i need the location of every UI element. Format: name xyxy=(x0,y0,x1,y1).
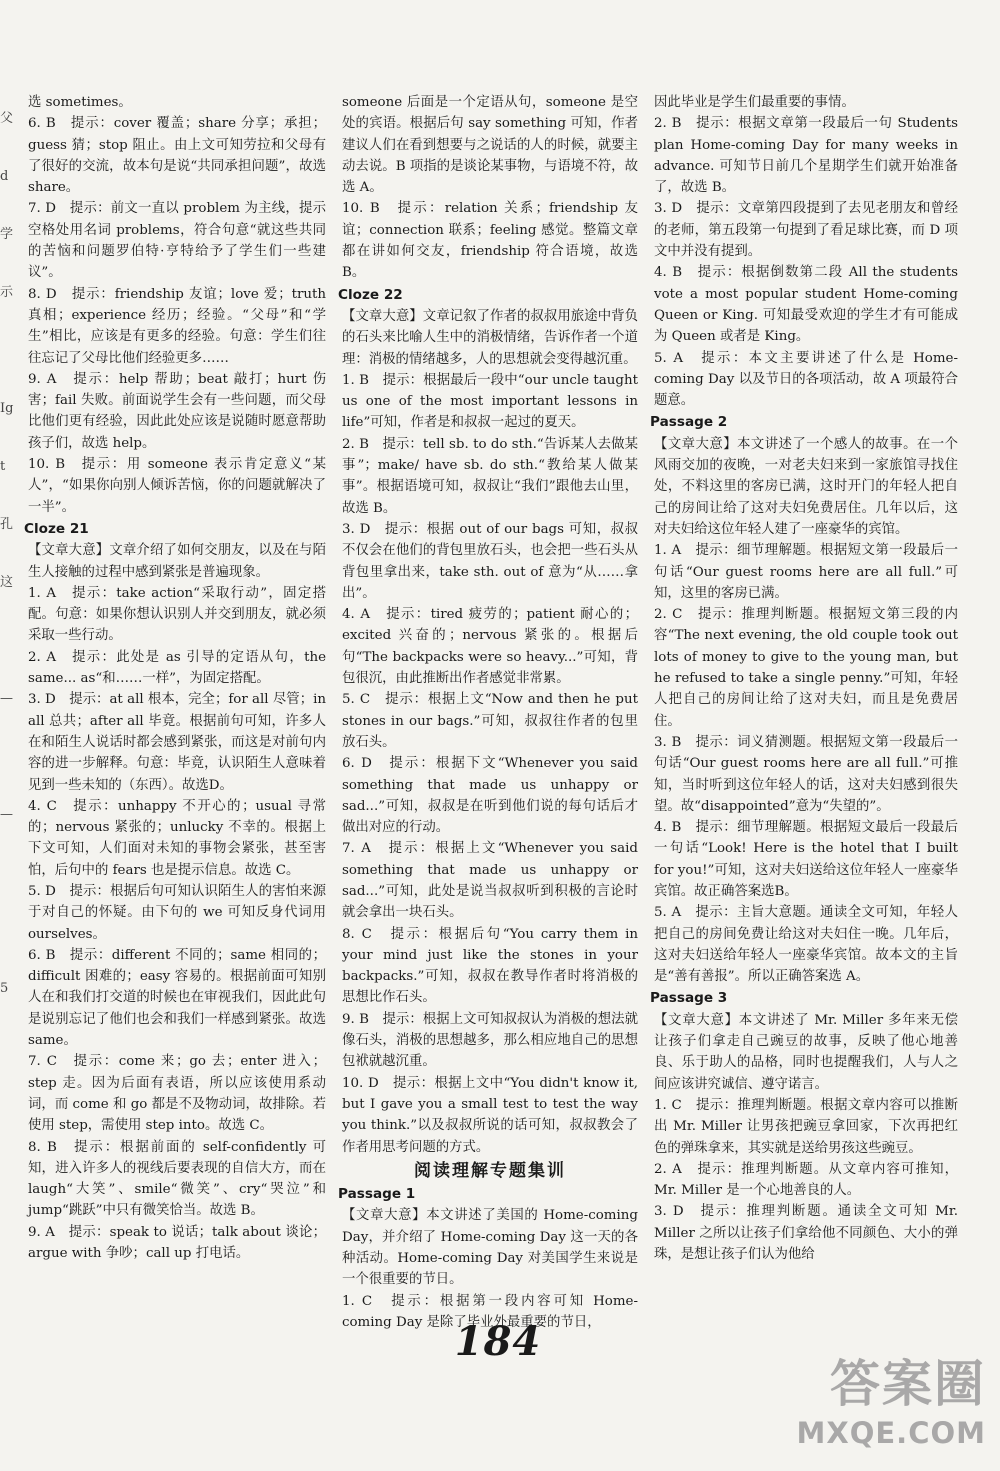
section-heading: Cloze 22 xyxy=(338,286,403,303)
edge-char: 这 xyxy=(0,575,14,590)
section-heading: Passage 3 xyxy=(650,990,728,1007)
answer-paragraph: 3. D 提示：推理判断题。通读全文可知 Mr. Miller 之所以让孩子们拿给他不同颜色、大小的弹珠，是想让孩子们认为他给 xyxy=(654,1204,958,1263)
edge-char xyxy=(0,1134,22,1192)
answer-paragraph: 4. B 提示：根据倒数第二段 All the students vote a most popular student Home-coming Queen or King. 可知最受欢迎的学生才有可能成为 Queen 或者是 King。 xyxy=(654,265,958,345)
answer-paragraph: 3. D 提示：根据 out of our bags 可知，叔叔不仅会在他们的背包里放石头，也会把一些石头从背包里拿出来，take sth. out of 意为“从……拿出”。 xyxy=(342,521,638,601)
edge-char xyxy=(0,612,22,670)
answer-paragraph: someone 后面是一个定语从句，someone 是空处的宾语。根据后句 say something 可知，作者建议人们在看到想要与之说话的人的时候，就要主动去说。B 项指的是谈论某事物，与语境不符，故选 A。 xyxy=(342,95,638,196)
column-left xyxy=(24,92,326,1264)
answer-paragraph: 10. B 提示：用 someone 表示肯定意义“某人”，“如果你向别人倾诉苦恼，你的问题就解决了一半”。 xyxy=(28,457,326,515)
answer-paragraph: 9. B 提示：根据上文可知叔叔认为消极的想法就像石头，消极的思想越多，那么相应地自己的思想包袱就越沉重。 xyxy=(342,1011,638,1070)
answer-paragraph: 【文章大意】本文讲述了美国的 Home-coming Day，并介绍了 Home-coming Day 这一天的各种活动。Home-coming Day 对美国学生来说是一个很重要的节日。 xyxy=(342,1208,638,1288)
answer-paragraph: 1. C 提示：推理判断题。根据文章内容可以推断出 Mr. Miller 让男孩把豌豆拿回家，下次再把红色的弹珠拿来，其实就是送给男孩这些豌豆。 xyxy=(654,1097,958,1156)
edge-char: — xyxy=(0,807,13,822)
answer-paragraph: 8. C 提示：根据后句“You carry them in your mind just like the stones in your backpacks.”可知，叔叔在教导作者时将消极的思想比作石头。 xyxy=(342,926,638,1006)
answer-paragraph: 7. A 提示：根据上文“Whenever you said something that made us unhappy or sad...”可知，此处是说当叔叔听到积极的言论时就会拿出一块石头。 xyxy=(342,841,638,921)
edge-char: d xyxy=(0,169,9,184)
edge-char: 示 xyxy=(0,285,14,300)
edge-char xyxy=(0,1018,22,1076)
answer-paragraph: 7. D 提示：前文一直以 problem 为主线，提示空格处用名词 problems，符合句意“就这些共同的苦恼和问题罗伯特·亨特给予了学生们一些建议”。 xyxy=(28,201,326,281)
answer-paragraph: 5. A 提示：主旨大意题。通读全文可知，年轻人把自己的房间免费让给这对夫妇住一晚。几年后，这对夫妇送给年轻人一座豪华宾馆。故本文的主旨是“善有善报”。所以正确答案选 A。 xyxy=(654,905,958,985)
answer-paragraph: 8. D 提示：friendship 友谊；love 爱；truth 真相；experience 经历；经验。“父母”和“学生”相比，应该是有更多的经验。句意：学生们往往忘记了父母比他们经验更多…… xyxy=(28,286,326,366)
edge-char: Ig xyxy=(0,401,14,416)
answer-paragraph: 2. B 提示：根据文章第一段最后一句 Students plan Home-coming Day for many weeks in advance. 可知节日前几个星期学生们就开始准备了，故选 B。 xyxy=(654,116,958,196)
answer-paragraph: 5. D 提示：根据后句可知认识陌生人的害怕来源于对自己的怀疑。由下句的 we 可知反身代词用 ourselves。 xyxy=(28,883,326,942)
answer-paragraph: 9. A 提示：speak to 说话；talk about 谈论；argue with 争吵；call up 打电话。 xyxy=(28,1224,326,1262)
answer-paragraph: 【文章大意】本文讲述了一个感人的故事。在一个风雨交加的夜晚，一对老夫妇来到一家旅馆寻找住处，不料这里的客房已满，这时开门的年轻人把自己的房间让给了这对夫妇免费居住。几年以后，这对夫妇给这位年轻人建了一座豪华的宾馆。 xyxy=(654,436,958,537)
edge-char xyxy=(0,322,22,380)
answer-paragraph: 7. C 提示：come 来；go 去；enter 进入；step 走。因为后面有表语，所以应该使用系动词，而 come 和 go 都是不及物动词，故排除。若使用 step，需使用 step into。故选 C。 xyxy=(28,1054,326,1134)
edge-char: 父 xyxy=(0,111,14,126)
answer-paragraph: 10. B 提示：relation 关系；friendship 友谊；connection 联系；feeling 感觉。整篇文章都在讲如何交友，friendship 符合语境，故选 B。 xyxy=(342,201,638,281)
answer-paragraph: 【文章大意】本文讲述了 Mr. Miller 多年来无偿让孩子们拿走自己豌豆的故事，反映了他心地善良、乐于助人的品格，同时也提醒我们，人与人之间应该讲究诚信、遵守诺言。 xyxy=(654,1012,958,1092)
column-middle xyxy=(338,92,638,1333)
answer-paragraph: 3. D 提示：文章第四段提到了去见老朋友和曾经的老师，第五段第一句提到了看足球比赛，而 D 项文中并没有提到。 xyxy=(654,201,958,260)
answer-paragraph: 1. A 提示：take action“采取行动”，固定搭配。句意：如果你想认识别人并交到朋友，就必须采取一些行动。 xyxy=(28,585,326,644)
answer-paragraph: 2. A 提示：此处是 as 引导的定语从句，the same... as“和……一样”，为固定搭配。 xyxy=(28,649,326,687)
answer-paragraph: 2. A 提示：推理判断题。从文章内容可推知，Mr. Miller 是一个心地善良的人。 xyxy=(654,1161,958,1199)
edge-char: 5 xyxy=(0,981,9,996)
column-right xyxy=(650,92,958,1265)
edge-char: 孔 xyxy=(0,517,14,532)
answer-paragraph: 3. B 提示：词义猜测题。根据短文第一段最后一句话“Our guest rooms here are all full.”可推知，当时听到这位年轻人的话，这对夫妇感到很失望。故“disappointed”意为“失望的”。 xyxy=(654,734,958,814)
edge-char xyxy=(0,844,22,902)
watermark-logo-text: 答案圈 xyxy=(830,1355,986,1413)
answer-paragraph: 1. A 提示：细节理解题。根据短文第一段最后一句话“Our guest rooms here are all full.”可知，这里的客房已满。 xyxy=(654,543,958,601)
section-heading: Passage 1 xyxy=(338,1186,416,1203)
answer-paragraph: 8. B 提示：根据前面的 self-confidently 可知，进入许多人的视线后要表现的自信大方，而在 laugh“大笑”、smile“微笑”、cry“哭泣”和 jump“跳跃”中只有微笑恰当。故选 B。 xyxy=(28,1139,326,1219)
answer-paragraph: 9. A 提示：help 帮助；beat 敲打；hurt 伤害；fail 失败。前面说学生会有一些问题，而父母比他们更有经验，因此此处应该是说随时愿意帮助孩子们，故选 help。 xyxy=(28,371,326,451)
watermark-url: MXQE.COM xyxy=(796,1416,986,1450)
section-heading: Passage 2 xyxy=(650,414,728,431)
answer-paragraph: 2. B 提示：tell sb. to do sth.“告诉某人去做某事”；make/ have sb. do sth.“教给某人做某事”。根据语境可知，叔叔让“我们”跟他去山里，故选 B。 xyxy=(342,436,638,516)
answer-paragraph: 1. B 提示：根据最后一段中“our uncle taught us one of the most important lessons in life”可知，作者是和叔叔一起过的夏天。 xyxy=(342,372,638,431)
answer-paragraph: 4. B 提示：细节理解题。根据短文最后一段最后一句话“Look! Here is the hotel that I built for you!”可知，这对夫妇送给这位年轻人一座豪华宾馆。故正确答案选B。 xyxy=(654,820,958,899)
answer-paragraph: 5. A 提示：本文主要讲述了什么是 Home-coming Day 以及节日的各项活动，故 A 项最符合题意。 xyxy=(654,350,958,409)
answer-paragraph: 【文章大意】文章介绍了如何交朋友，以及在与陌生人接触的过程中感到紧张是普遍现象。 xyxy=(28,543,326,580)
section-heading: Cloze 21 xyxy=(24,520,89,537)
answer-paragraph: 1. C 提示：根据第一段内容可知 Home-coming Day 是除了毕业外最重要的节日， xyxy=(342,1293,638,1330)
edge-char xyxy=(0,728,22,786)
edge-char xyxy=(0,902,22,960)
edge-char: 学 xyxy=(0,227,14,242)
answer-paragraph: 3. D 提示：at all 根本，完全；for all 尽管；in all 总共；after all 毕竟。根据前句可知，许多人在和陌生人说话时都会感到紧张，而这是对前句内容的进一步解释。句意：毕竟，认识陌生人意味着见到一些未知的（东西）。故选D。 xyxy=(28,692,326,793)
page-number: 184 xyxy=(454,1318,542,1365)
answer-paragraph: 6. B 提示：different 不同的；same 相同的；difficult 困难的；easy 容易的。根据前面可知别人在和我们打交道的时候也在审视我们，因此此句是说别忘记了他们也会和我们一样感到紧张。故选 same。 xyxy=(28,947,326,1049)
bleed-edge-text xyxy=(0,90,22,1230)
answer-paragraph: 10. D 提示：根据上文中“You didn't know it, but I gave you a small test to test the way you think.”以及叔叔所说的话可知，叔叔教会了作者用思考问题的方式。 xyxy=(342,1075,638,1155)
answer-paragraph: 选 sometimes。 xyxy=(28,95,132,110)
answer-paragraph: 【文章大意】文章记叙了作者的叔叔用旅途中背负的石头来比喻人生中的消极情绪，告诉作者一个道理：消极的情绪越多，人的思想就会变得越沉重。 xyxy=(342,308,638,367)
answer-paragraph: 4. C 提示：unhappy 不开心的；usual 寻常的；nervous 紧张的；unlucky 不幸的。根据上下文可知，人们面对未知的事物会紧张，甚至害怕，后句中的 fears 也是提示信息。故选 C。 xyxy=(28,798,326,878)
edge-char: — xyxy=(0,691,13,706)
answer-paragraph: 6. B 提示：cover 覆盖；share 分享；承担；guess 猜；stop 阻止。由上文可知劳拉和父母有了很好的交流，故本句是说“共同承担问题”，故选 share。 xyxy=(28,116,326,196)
answer-paragraph: 因此毕业是学生们最重要的事情。 xyxy=(654,95,855,110)
watermark-logo xyxy=(746,1353,986,1463)
edge-char: t xyxy=(0,459,6,474)
answer-paragraph: 6. D 提示：根据下文“Whenever you said something that made us unhappy or sad...”可知，叔叔是在听到他们说的每句话后才做出对应的行动。 xyxy=(342,756,638,836)
answer-paragraph: 4. A 提示：tired 疲劳的；patient 耐心的；excited 兴奋的；nervous 紧张的。根据后句“The backpacks were so heavy...”可知，背包很沉，由此推断出作者感觉非常累。 xyxy=(342,607,638,687)
edge-char xyxy=(0,1076,22,1134)
answer-paragraph: 2. C 提示：推理判断题。根据短文第三段的内容“The next evening, the old couple took out lots of money to give to the young man, but he refused to take a single penny.”可知，年轻人把自己的房间让给了这对夫妇，而且是免费居住。 xyxy=(654,607,958,729)
section-title: 阅读理解专题集训 xyxy=(414,1160,566,1181)
answer-paragraph: 5. C 提示：根据上文“Now and then he put stones in our bags.”可知，叔叔往作者的包里放石头。 xyxy=(342,692,638,750)
